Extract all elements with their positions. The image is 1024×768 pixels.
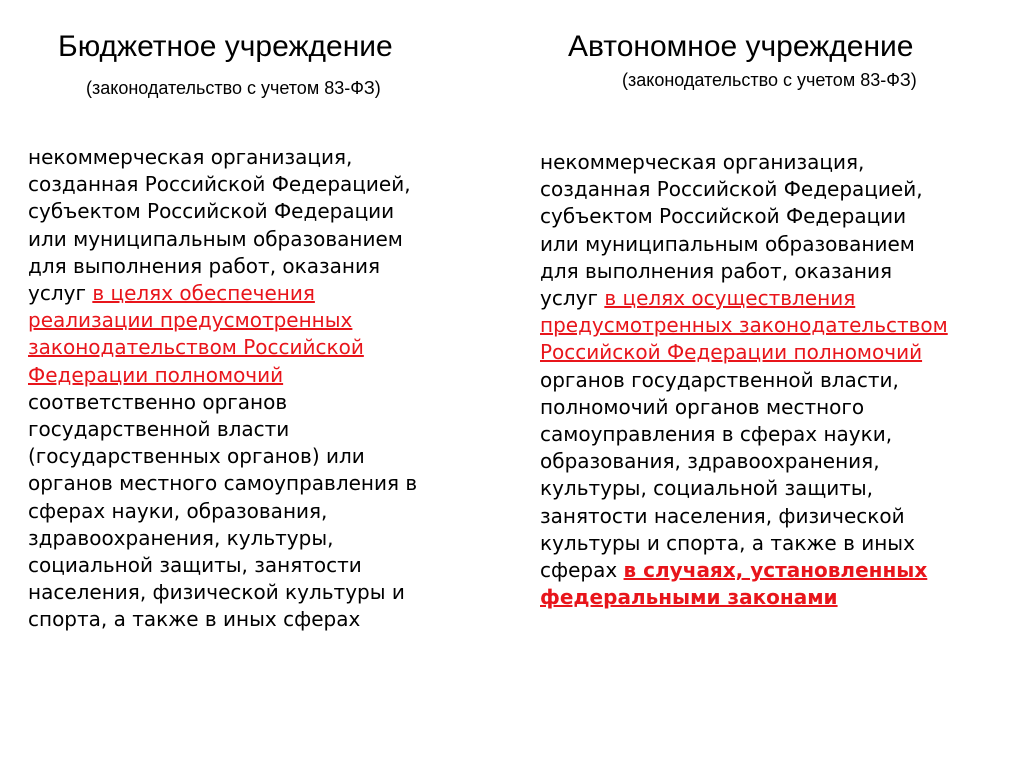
budget-institution-subtitle: (законодательство с учетом 83-ФЗ) xyxy=(86,78,381,98)
autonomous-institution-title: Автономное учреждение xyxy=(568,30,914,63)
text-line: культуры, социальной защиты, xyxy=(540,476,874,501)
text-line: полномочий органов местного xyxy=(540,394,865,419)
text-line: занятости населения, физической xyxy=(540,503,905,528)
text-fragment: услуг xyxy=(28,281,93,306)
text-line: субъектом Российской Федерации xyxy=(540,204,907,229)
text-line: образования, здравоохранения, xyxy=(540,449,880,474)
text-line xyxy=(28,280,417,307)
autonomous-institution-definition xyxy=(540,149,948,611)
highlighted-text: реализации предусмотренных xyxy=(28,308,353,333)
text-line: (государственных органов) или xyxy=(28,444,365,469)
text-line xyxy=(540,285,948,312)
autonomous-institution-subtitle: (законодательство с учетом 83-ФЗ) xyxy=(622,70,917,90)
text-line: сферах науки, образования, xyxy=(28,498,328,523)
highlighted-text: предусмотренных законодательством xyxy=(540,313,948,338)
text-line: для выполнения работ, оказания xyxy=(28,253,380,278)
text-line: органов местного самоуправления в xyxy=(28,471,418,496)
text-line: соответственно органов xyxy=(28,389,288,414)
text-line: культуры и спорта, а также в иных xyxy=(540,530,915,555)
highlighted-text: в целях обеспечения xyxy=(92,281,315,306)
text-line: здравоохранения, культуры, xyxy=(28,525,334,550)
text-line: некоммерческая организация, xyxy=(28,145,353,169)
text-line: или муниципальным образованием xyxy=(28,226,403,251)
text-line xyxy=(540,557,948,584)
text-line: для выполнения работ, оказания xyxy=(540,258,892,283)
text-line: или муниципальным образованием xyxy=(540,231,915,256)
highlighted-text: в целях осуществления xyxy=(604,286,856,311)
text-line: органов государственной власти, xyxy=(540,367,899,392)
text-fragment: услуг xyxy=(540,286,605,311)
text-line: социальной защиты, занятости xyxy=(28,553,362,578)
text-line: некоммерческая организация, xyxy=(540,150,865,174)
text-line: самоуправления в сферах науки, xyxy=(540,422,893,447)
text-line: населения, физической культуры и xyxy=(28,580,405,605)
highlighted-text: законодательством Российской xyxy=(28,335,364,360)
text-line: государственной власти xyxy=(28,417,290,442)
text-line: созданная Российской Федерацией, xyxy=(540,177,923,202)
highlighted-text: Федерации полномочий xyxy=(28,362,284,387)
text-fragment: сферах xyxy=(540,558,624,583)
text-line: субъектом Российской Федерации xyxy=(28,199,395,224)
highlighted-text: в случаях, установленных xyxy=(623,558,928,583)
highlighted-text: федеральными законами xyxy=(540,585,838,610)
budget-institution-definition xyxy=(28,144,417,634)
highlighted-text: Российской Федерации полномочий xyxy=(540,340,923,365)
text-line: созданная Российской Федерацией, xyxy=(28,172,411,197)
budget-institution-title: Бюджетное учреждение xyxy=(58,30,393,63)
text-line: спорта, а также в иных сферах xyxy=(28,607,361,632)
